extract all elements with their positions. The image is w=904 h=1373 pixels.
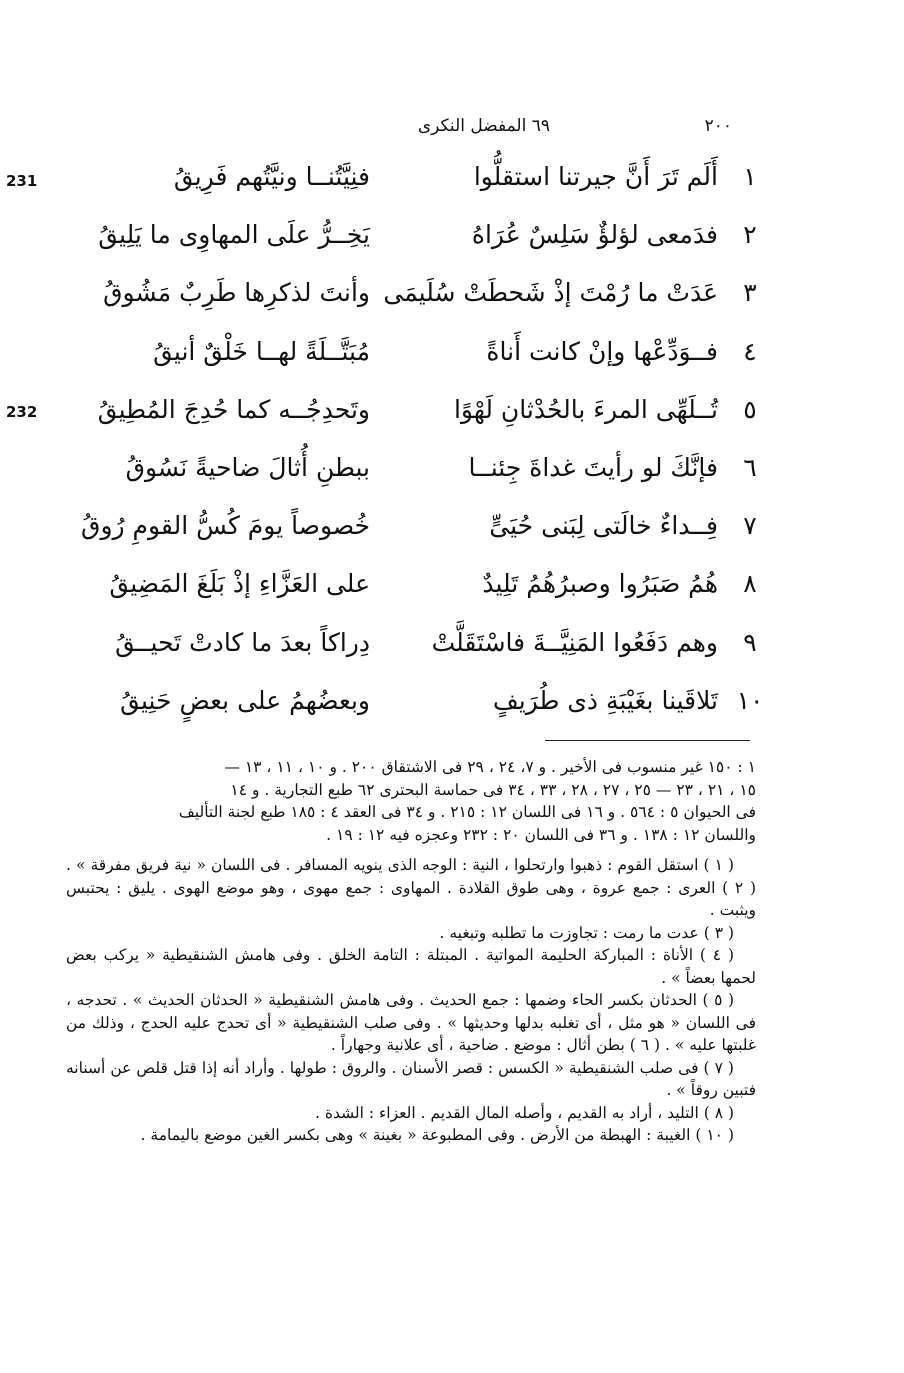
verse-line (80, 511, 770, 569)
verse-number: ١٠ (736, 685, 764, 715)
second-hemistich: وتَحدِجُــه كما حُدِجَ المُطِيقُ (97, 394, 370, 424)
first-hemistich: أَلَم تَرَ أَنَّ جيرتنا استقلُّوا (473, 162, 718, 191)
page-number: ٢٠٠ (704, 116, 732, 136)
gloss-note: ( ٥ ) الحدثان بكسر الحاء وضمها : جمع الحديث . وفى هامش الشنقيطية « الحدثان الحديث » . تحدجه ، فى اللسان « هو مثل ، أى تغلبه بدلها وحديثها » . وفى صلب الشنقيطية « أى تحدج عليه الحدج ، وذلك من غلبتها عليه » . ( ٦ ) بطن أثال : موضع . ضاحية ، أى علانية وجهاراً . (66, 991, 757, 1054)
gloss-note: ( ٧ ) فى صلب الشنقيطية « الكسس : قصر الأسنان . والروق : طولها . وأراد أنه إذا قتل قلص عن أسنانه فتبين روقاً » . (66, 1058, 756, 1099)
second-hemistich: على العَزَّاءِ إذْ بَلَغَ المَضِيقُ (109, 569, 370, 599)
margin-page-number: 231 (6, 172, 38, 190)
first-hemistich: فــوَدِّعْها وإنْ كانت أَناةً (486, 336, 718, 366)
verse-line (80, 162, 770, 220)
second-hemistich: وأنتَ لذكرِها طَرِبٌ مَشُوقُ (103, 278, 370, 308)
first-hemistich: فِــداءٌ خالَتى لِبَنى حُيَىٍّ (489, 511, 718, 541)
gloss-note: ( ١٠ ) الغيبة : الهبطة من الأرض . وفى المطبوعة « بغينة » وهى بكسر الغين موضع باليمامة . (140, 1126, 734, 1144)
verse-number: ٧ (743, 511, 757, 541)
poem-title: ٦٩ المفضل النكرى (417, 116, 550, 136)
second-hemistich: فنِيَّتُنــا ونيَّتُهم فَرِيقُ (173, 162, 370, 191)
verse-number: ٥ (743, 394, 757, 424)
second-hemistich: خُصوصاً يومَ كُسُّ القومِ رُوقُ (81, 511, 370, 541)
verse-number: ٢ (743, 220, 757, 250)
first-hemistich: هُمُ صَبَرُوا وصبرُهُمُ تَلِيدٌ (482, 569, 718, 599)
second-hemistich: دِراكاً بعدَ ما كادتْ تَحيــقُ (115, 627, 370, 657)
verse-line (80, 686, 770, 744)
gloss-note: ( ٤ ) الأناة : المباركة الحليمة المواتية . المبتلة : التامة الخلق . وفى هامش الشنقيطية « يركب بعض لحمها بعضاً » . (66, 946, 756, 987)
verse-line (80, 220, 770, 278)
verse-line (80, 569, 770, 627)
footnote-divider (545, 740, 750, 741)
verse-line (80, 278, 770, 336)
first-hemistich: عَدَتْ ما رُمْتَ إذْ شَحطَتْ سُلَيمَى (383, 278, 718, 308)
source-line: فى الحيوان ٥ : ٥٦٤ . و ١٦ فى اللسان ١٢ : ٢١٥ . و ٣٤ فى العقد ٤ : ١٨٥ طبع لجنة التأليف (178, 803, 756, 821)
second-hemistich: مُبَتَّــلَةً لهــا خَلْقٌ أنيقُ (153, 336, 370, 366)
second-hemistich: يَخِــرُّ علَى المهاوِى ما يَلِيقُ (98, 220, 370, 250)
verse-number: ٦ (743, 452, 757, 482)
sources-block (66, 756, 756, 846)
verse-number: ٩ (743, 627, 757, 657)
verse-number: ٤ (743, 336, 757, 366)
verse-line (80, 453, 770, 511)
footnotes (66, 756, 756, 1147)
gloss-note: ( ٨ ) التليد ، أراد به القديم ، وأصله المال القديم . العزاء : الشدة . (314, 1103, 734, 1122)
second-hemistich: ببطنِ أُثالَ ضاحيةً نَسُوقُ (125, 452, 370, 482)
source-line: واللسان ١٢ : ١٣٨ . و ٣٦ فى اللسان ٢٠ : ٢٣٢ وعجزه فيه ١٢ : ١٩ . (326, 825, 756, 844)
second-hemistich: وبعضُهمُ على بعضٍ حَنِيقُ (120, 685, 370, 715)
verse-number: ٣ (743, 278, 757, 308)
first-hemistich: وهم دَفَعُوا المَنِيَّــةَ فاسْتَقَلَّتْ (431, 627, 718, 657)
verse-line (80, 337, 770, 395)
margin-page-number: 232 (6, 403, 38, 421)
gloss-note: ( ١ ) استقل القوم : ذهبوا وارتحلوا ، النية : الوجه الذى ينويه المسافر . فى اللسان « نية فريق مفرقة » . ( ٢ ) العرى : جمع عروة ، وهى طوق القلادة . المهاوى : جمع مهوى ، وهو موضع الهوى . يليق : يحتبس ويثبت . (66, 856, 756, 919)
verse-number: ١ (743, 162, 757, 191)
source-line: ١٥ ، ٢١ ، ٢٣ — ٢٥ ، ٢٧ ، ٢٨ ، ٣٣ ، ٣٤ فى حماسة البحترى ٦٢ طبع التجارية . و ١٤ (230, 780, 756, 799)
first-hemistich: تَلاقَينا بغَيْبَةِ ذى طُرَيفٍ (492, 685, 718, 715)
verse-line (80, 628, 770, 686)
first-hemistich: تُــلَهِّى المرءَ بالحُدْثانِ لَهْوًا (453, 394, 718, 424)
verse-line (80, 395, 770, 453)
first-hemistich: فدَمعى لؤلؤٌ سَلِسٌ عُرَاهُ (471, 220, 718, 250)
first-hemistich: فإنَّكَ لو رأيتَ غداةَ جِئنــا (468, 452, 718, 482)
gloss-note: ( ٣ ) عدت ما رمت : تجاوزت ما تطلبه وتبغيه . (439, 923, 734, 942)
poem-verses (80, 162, 770, 744)
source-line: ١ : ١٥٠ غير منسوب فى الأخير . و ٧، ٢٤ ، ٢٩ فى الاشتقاق ٢٠٠ . و ١٠ ، ١١ ، ١٣ — (224, 758, 756, 776)
verse-number: ٨ (743, 569, 757, 599)
running-header (300, 116, 740, 146)
